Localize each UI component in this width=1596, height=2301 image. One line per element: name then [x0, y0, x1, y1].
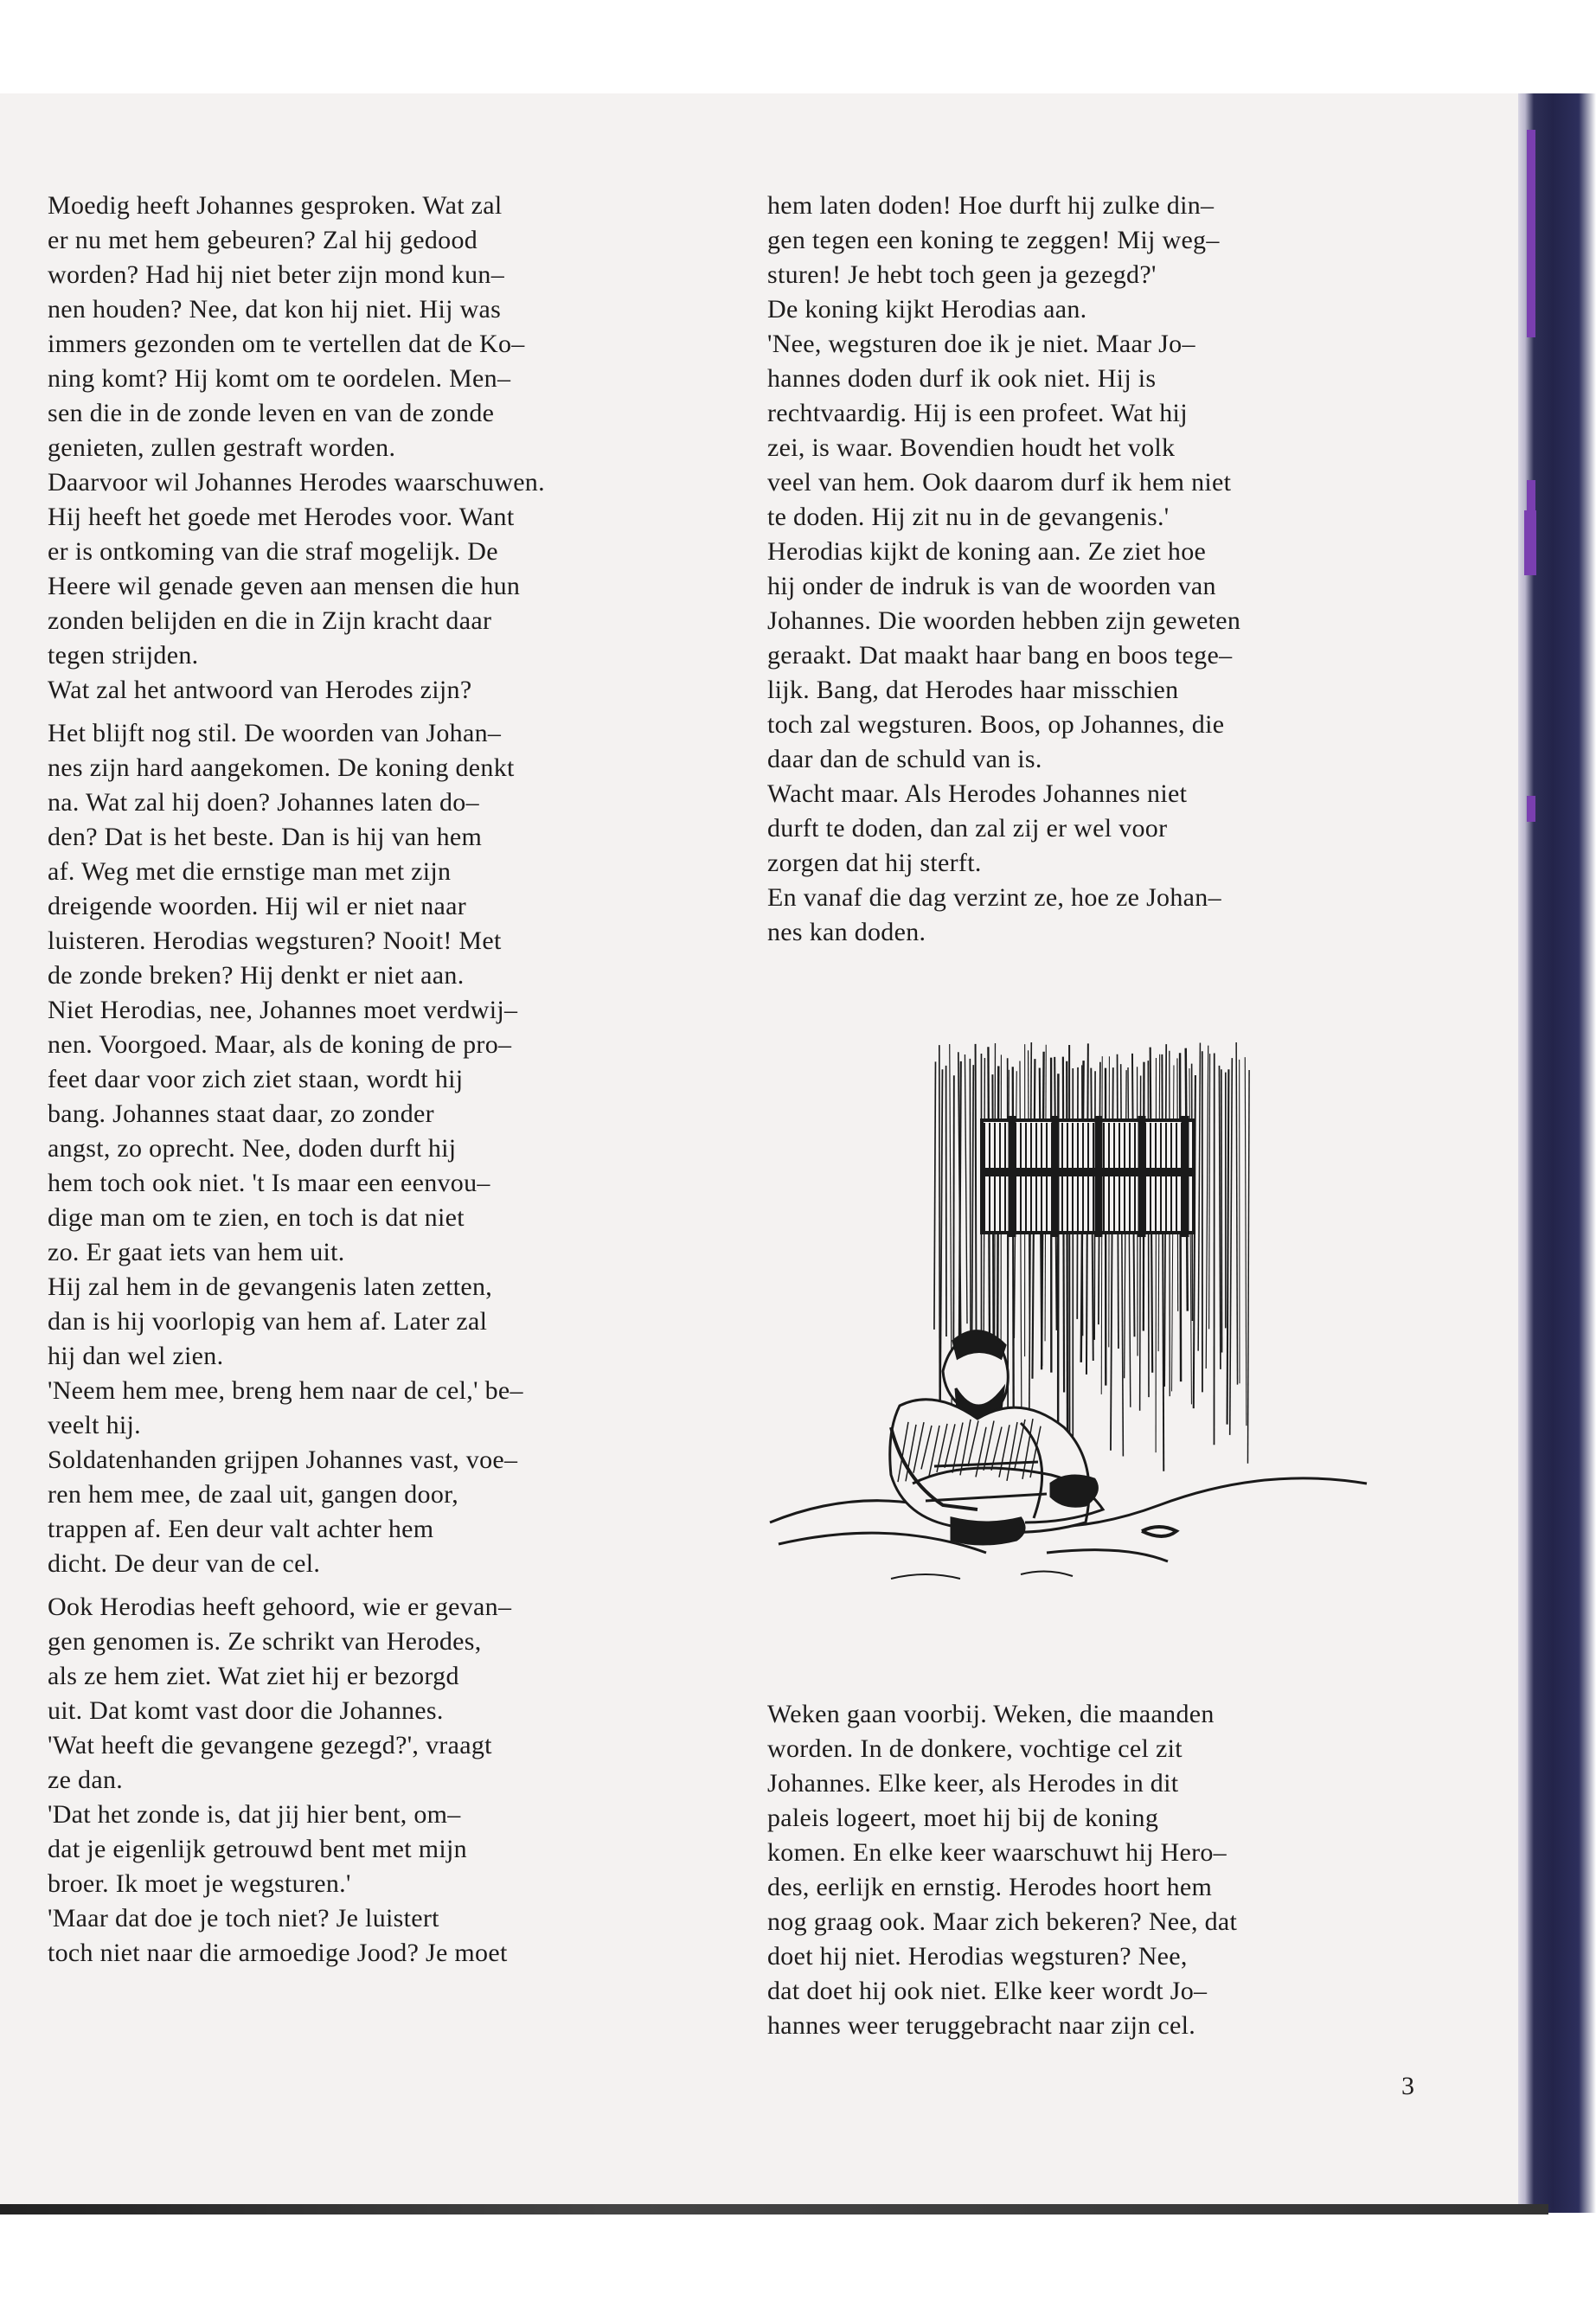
text-line: nes zijn hard aangekomen. De koning denkt — [48, 753, 515, 782]
text-line: Daarvoor wil Johannes Herodes waarschuwen. — [48, 468, 545, 497]
text-line: te doden. Hij zit nu in de gevangenis.' — [767, 503, 1170, 531]
text-line: doet hij niet. Herodias wegsturen? Nee, — [767, 1942, 1188, 1971]
text-line: rechtvaardig. Hij is een profeet. Wat hij — [767, 399, 1188, 427]
hatch-line — [972, 1065, 974, 1333]
text-line: Soldatenhanden grijpen Johannes vast, voe– — [48, 1445, 518, 1474]
text-line: dreigende woorden. Hij wil er niet naar — [48, 892, 467, 920]
text-line: trappen af. Een deur valt achter hem — [48, 1515, 434, 1543]
text-line: hem laten doden! Hoe durft hij zulke din– — [767, 191, 1215, 220]
text-line: nen houden? Nee, dat kon hij niet. Hij was — [48, 295, 502, 324]
text-line: hannes doden durf ik ook niet. Hij is — [767, 364, 1157, 393]
text-line: den? Dat is het beste. Dan is hij van hem — [48, 823, 483, 851]
text-line: veel van hem. Ook daarom durf ik hem niet — [767, 468, 1232, 497]
text-line: broer. Ik moet je wegsturen.' — [48, 1869, 351, 1898]
text-line: paleis logeert, moet hij bij de koning — [767, 1804, 1159, 1832]
text-line: Hij zal hem in de gevangenis laten zetten, — [48, 1272, 493, 1301]
hatch-line — [1230, 1058, 1233, 1435]
text-line: worden? Had hij niet beter zijn mond kun– — [48, 260, 504, 289]
text-line: veelt hij. — [48, 1411, 141, 1439]
text-line: er nu met hem gebeuren? Zal hij gedood — [48, 226, 478, 254]
text-line: des, eerlijk en ernstig. Herodes hoort hem — [767, 1873, 1213, 1901]
text-line: daar dan de schuld van is. — [767, 745, 1042, 773]
spine-stripe — [1524, 510, 1536, 575]
page-bottom-edge — [0, 2204, 1548, 2214]
left-text-column — [48, 189, 705, 1979]
text-line: uit. Dat komt vast door die Johannes. — [48, 1696, 444, 1725]
text-line: ren hem mee, de zaal uit, gangen door, — [48, 1480, 459, 1509]
text-line: tegen strijden. — [48, 641, 199, 670]
hatch-line — [965, 1054, 967, 1324]
hatch-line — [1206, 1046, 1208, 1368]
text-line: nen. Voorgoed. Maar, als de koning de pro– — [48, 1030, 512, 1059]
right-text-column — [767, 189, 1425, 958]
text-line: de zonde breken? Hij denkt er niet aan. — [48, 961, 465, 990]
text-line: Het blijft nog stil. De woorden van Johan– — [48, 719, 502, 747]
text-line: dicht. De deur van de cel. — [48, 1549, 321, 1578]
text-line: 'Dat het zonde is, dat jij hier bent, om– — [48, 1800, 461, 1829]
text-line: Moedig heeft Johannes gesproken. Wat zal — [48, 191, 503, 220]
hatch-line — [970, 1059, 971, 1349]
hatch-line — [1221, 1069, 1222, 1352]
text-line: nog graag ook. Maar zich bekeren? Nee, dat — [767, 1907, 1238, 1936]
text-line: Weken gaan voorbij. Weken, die maanden — [767, 1700, 1215, 1728]
text-line: 'Maar dat doe je toch niet? Je luistert — [48, 1904, 439, 1932]
text-line: feet daar voor zich ziet staan, wordt hij — [48, 1065, 464, 1093]
text-line: ze dan. — [48, 1766, 124, 1794]
text-line: lijk. Bang, dat Herodes haar misschien — [767, 676, 1179, 704]
paragraph — [48, 716, 705, 1581]
hatch-line — [1219, 1066, 1220, 1369]
text-line: hem toch ook niet. 't Is maar een eenvou– — [48, 1169, 490, 1197]
text-line: sen die in de zonde leven en van de zonde — [48, 399, 495, 427]
paragraph — [767, 189, 1425, 950]
spine-stripe — [1527, 130, 1535, 337]
text-line: gen tegen een koning te zeggen! Mij weg– — [767, 226, 1220, 254]
hatch-line — [1247, 1070, 1249, 1464]
text-line: zei, is waar. Bovendien houdt het volk — [767, 433, 1176, 462]
text-line: er is ontkoming van die straf mogelijk. De — [48, 537, 498, 566]
hatch-line — [1162, 1054, 1163, 1471]
text-line: als ze hem ziet. Wat ziet hij er bezorgd — [48, 1662, 459, 1690]
hatch-line — [1227, 1069, 1229, 1424]
text-line: durft te doden, dan zal zij er wel voor — [767, 814, 1168, 843]
text-line: na. Wat zal hij doen? Johannes laten do– — [48, 788, 479, 817]
text-line: geraakt. Dat maakt haar bang en boos tege– — [767, 641, 1233, 670]
hatch-line — [1245, 1057, 1247, 1426]
spine-stripe — [1527, 796, 1535, 822]
barred-window — [982, 1116, 1194, 1237]
paragraph — [48, 1590, 705, 1971]
paragraph — [48, 189, 705, 708]
text-line: 'Nee, wegsturen doe ik je niet. Maar Jo– — [767, 330, 1195, 358]
text-line: Wacht maar. Als Herodes Johannes niet — [767, 779, 1188, 808]
seated-prisoner — [890, 1331, 1103, 1544]
text-line: immers gezonden om te vertellen dat de Ko– — [48, 330, 525, 358]
text-line: dige man om te zien, en toch is dat niet — [48, 1203, 465, 1232]
hatch-line — [1198, 1043, 1200, 1351]
hatch-line — [1128, 1067, 1131, 1407]
text-line: Johannes. Elke keer, als Herodes in dit — [767, 1769, 1179, 1798]
hatch-line — [950, 1044, 952, 1465]
hatch-line — [976, 1044, 977, 1378]
hatch-line — [940, 1069, 943, 1419]
closing-paragraph — [767, 1697, 1425, 2043]
text-line: toch zal wegsturen. Boos, op Johannes, die — [767, 710, 1225, 739]
text-line: zorgen dat hij sterft. — [767, 849, 982, 877]
text-line: toch niet naar die armoedige Jood? Je moet — [48, 1939, 508, 1967]
hatch-line — [934, 1061, 936, 1330]
hatch-line — [1236, 1042, 1237, 1385]
text-line: genieten, zullen gestraft worden. — [48, 433, 396, 462]
page-number: 3 — [1401, 2072, 1414, 2100]
text-line: nes kan doden. — [767, 918, 926, 946]
text-line: hij onder de indruk is van de woorden van — [767, 572, 1216, 600]
text-line: 'Wat heeft die gevangene gezegd?', vraagt — [48, 1731, 492, 1759]
text-line: De koning kijkt Herodias aan. — [767, 295, 1087, 324]
text-line: gen genomen is. Ze schrikt van Herodes, — [48, 1627, 482, 1656]
text-line: Ook Herodias heeft gehoord, wie er gevan– — [48, 1593, 512, 1621]
text-line: angst, zo oprecht. Nee, doden durft hij — [48, 1134, 457, 1163]
text-line: zonden belijden en die in Zijn kracht daar — [48, 606, 492, 635]
text-line: af. Weg met die ernstige man met zijn — [48, 857, 452, 886]
text-line: sturen! Je hebt toch geen ja gezegd?' — [767, 260, 1157, 289]
text-line: ning komt? Hij komt om te oordelen. Men– — [48, 364, 511, 393]
text-line: Niet Herodias, nee, Johannes moet verdwij– — [48, 996, 518, 1024]
text-line: zo. Er gaat iets van hem uit. — [48, 1238, 345, 1266]
text-line: Herodias kijkt de koning aan. Ze ziet hoe — [767, 537, 1207, 566]
text-line: Hij heeft het goede met Herodes voor. Want — [48, 503, 515, 531]
text-line: dat je eigenlijk getrouwd bent met mijn — [48, 1835, 467, 1863]
text-line: hij dan wel zien. — [48, 1342, 224, 1370]
text-line: bang. Johannes staat daar, zo zonder — [48, 1099, 434, 1128]
text-line: komen. En elke keer waarschuwt hij Hero– — [767, 1838, 1227, 1867]
prisoner-illustration — [761, 1034, 1401, 1596]
hatch-line — [1209, 1054, 1210, 1329]
text-line: luisteren. Herodias wegsturen? Nooit! Met — [48, 926, 502, 955]
text-line: worden. In de donkere, vochtige cel zit — [767, 1734, 1183, 1763]
text-line: En vanaf die dag verzint ze, hoe ze Johan– — [767, 883, 1221, 912]
text-line: Wat zal het antwoord van Herodes zijn? — [48, 676, 472, 704]
text-line: Heere wil genade geven aan mensen die hun — [48, 572, 521, 600]
text-line: 'Neem hem mee, breng hem naar de cel,' be– — [48, 1376, 523, 1405]
text-line: Johannes. Die woorden hebben zijn geweten — [767, 606, 1241, 635]
text-line: dat doet hij ook niet. Elke keer wordt Jo– — [767, 1977, 1208, 2005]
text-line: hannes weer teruggebracht naar zijn cel. — [767, 2011, 1196, 2040]
text-line: dan is hij voorlopig van hem af. Later zal — [48, 1307, 488, 1336]
book-spine-edge — [1518, 93, 1596, 2213]
